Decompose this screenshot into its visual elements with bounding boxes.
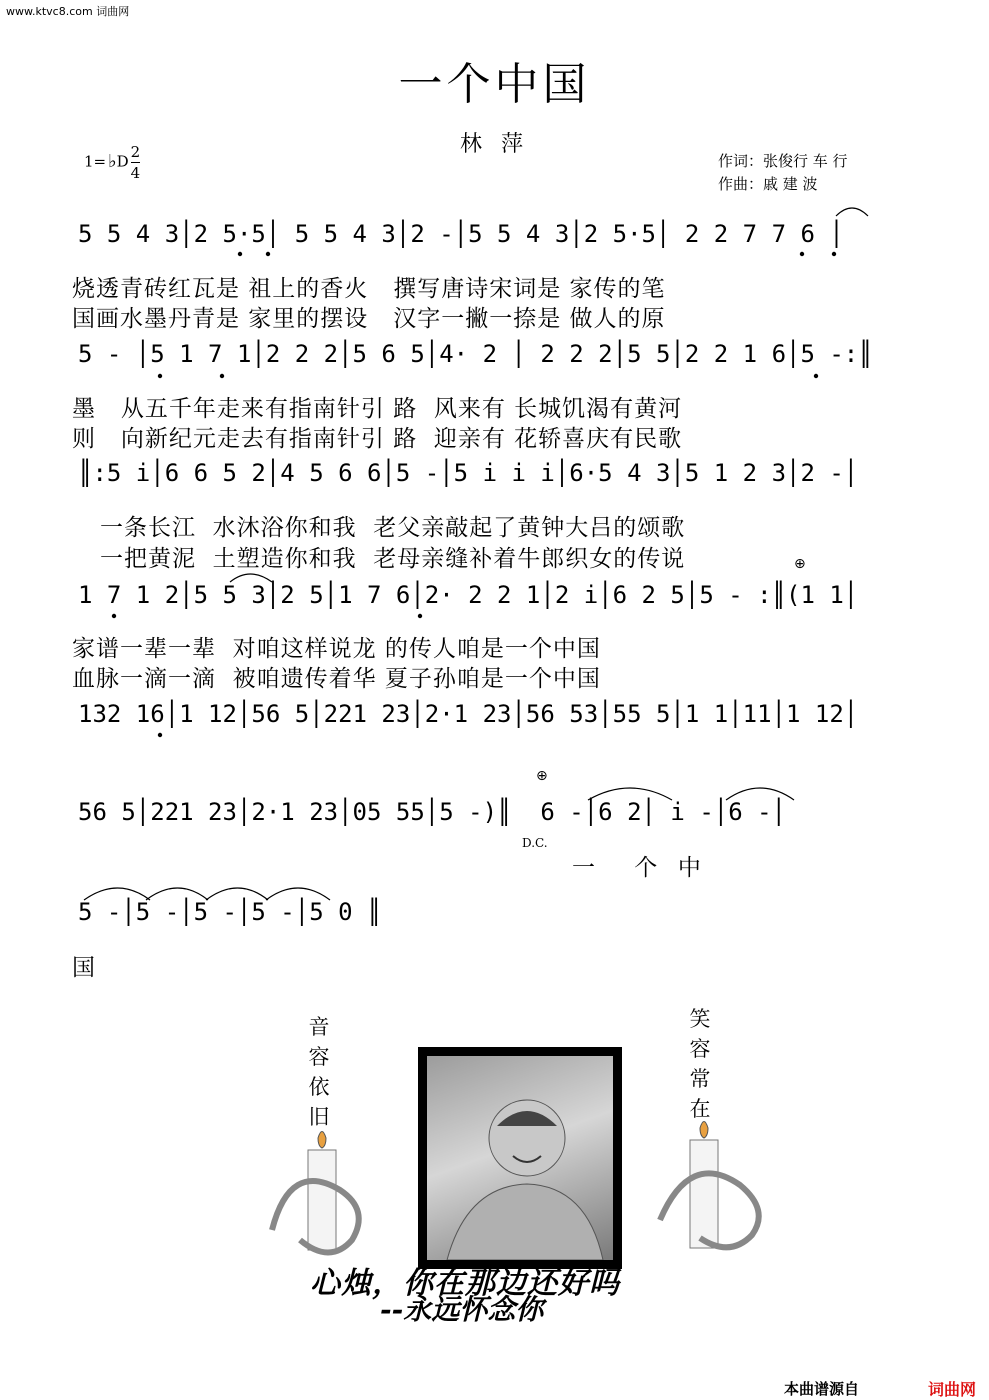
notation-row-4: 1 7 1 2│5 5 3│2 5│1 7 6│2· 2 2 1│2 i│6 2 5│5 - :║(1 1│ [78,581,859,609]
site-url[interactable]: www.ktvc8.com 词曲网 [6,5,130,18]
portrait-photo [427,1056,613,1260]
time-bottom: 4 [130,164,141,182]
notation-row-2: 5 - │5 1 7 1│2 2 2│5 6 5│4· 2 │ 2 2 2│5 5│2 2 1 6│5 -:║ [78,340,873,368]
vertical-char: 容 [689,1037,711,1061]
vertical-char: 依 [308,1075,330,1099]
final-word: 国 [72,955,95,981]
memorial-subtitle: --永远怀念你 [380,1293,544,1326]
key-prefix: 1= [84,152,107,171]
lyricist: 作词：张俊行 车 行 [718,152,848,170]
vertical-char: 音 [308,1015,330,1039]
notation-row-6: 56 5│221 23│2·1 23│05 55│5 -)║ 6 -│6 2│ i -│6 -│ [78,798,787,826]
coda-icon-second: ⊕ [794,556,806,572]
key-note: D [116,152,129,171]
memorial-message: 心烛，你在那边还好吗 [310,1266,620,1301]
source-label: 本曲谱源自 [784,1380,860,1398]
coda-icon: ⊕ [536,768,548,784]
vertical-char: 常 [689,1067,711,1091]
notation-row-1: 5 5 4 3│2 5·5│ 5 5 4 3│2 -│5 5 4 3│2 5·5│ 2 2 7 7 6 │ [78,220,844,248]
lyric-row-2-verse-1: 墨 从五千年走来有指南针引 路 风来有 长城饥渴有黄河 [72,396,683,422]
lyric-row-4-verse-1: 家谱一辈一辈 对咱这样说龙 的传人咱是一个中国 [72,636,601,662]
vertical-char: 在 [689,1097,711,1121]
lyric-row-4-verse-2: 血脉一滴一滴 被咱遗传着华 夏子孙咱是一个中国 [72,666,601,692]
vertical-char: 容 [308,1045,330,1069]
flat-sign: ♭ [108,150,117,172]
notation-row-7: 5 -│5 -│5 -│5 -│5 0 ║ [78,898,382,926]
portrait-icon [427,1056,613,1260]
vertical-char: 笑 [689,1007,711,1031]
dc-mark: D.C. [522,836,548,850]
brand-logo[interactable]: 词曲网 [928,1380,977,1399]
ending-lyrics: 一 个 中 [572,855,703,881]
lyric-row-1-verse-2: 国画水墨丹青是 家里的摆设 汉字一撇一捺是 做人的原 [72,306,666,332]
left-candle-icon [272,1132,359,1253]
vertical-char: 旧 [308,1105,330,1129]
notation-row-5: 132 16│1 12│56 5│221 23│2·1 23│56 53│55 5│1 1│11│1 12│ [78,700,859,728]
lyric-row-2-verse-2: 则 向新纪元走去有指南针引 路 迎亲有 花轿喜庆有民歌 [72,426,683,452]
lyric-row-3-verse-2: 一把黄泥 土塑造你和我 老母亲缝补着牛郎织女的传说 [100,546,686,572]
lyric-row-3-verse-1: 一条长江 水沐浴你和我 老父亲敲起了黄钟大吕的颂歌 [100,515,686,541]
composer: 作曲：戚 建 波 [718,175,818,193]
notation-row-3: ║:5 i│6 6 5 2│4 5 6 6│5 -│5 i i i│6·5 4 3│5 1 2 3│2 -│ [78,459,859,487]
right-candle-icon [660,1122,759,1249]
singer-name: 林 萍 [460,132,529,157]
time-top: 2 [130,143,141,161]
song-title: 一个中国 [398,59,591,110]
lyric-row-1-verse-1: 烧透青砖红瓦是 祖上的香火 撰写唐诗宋词是 家传的笔 [72,276,666,302]
